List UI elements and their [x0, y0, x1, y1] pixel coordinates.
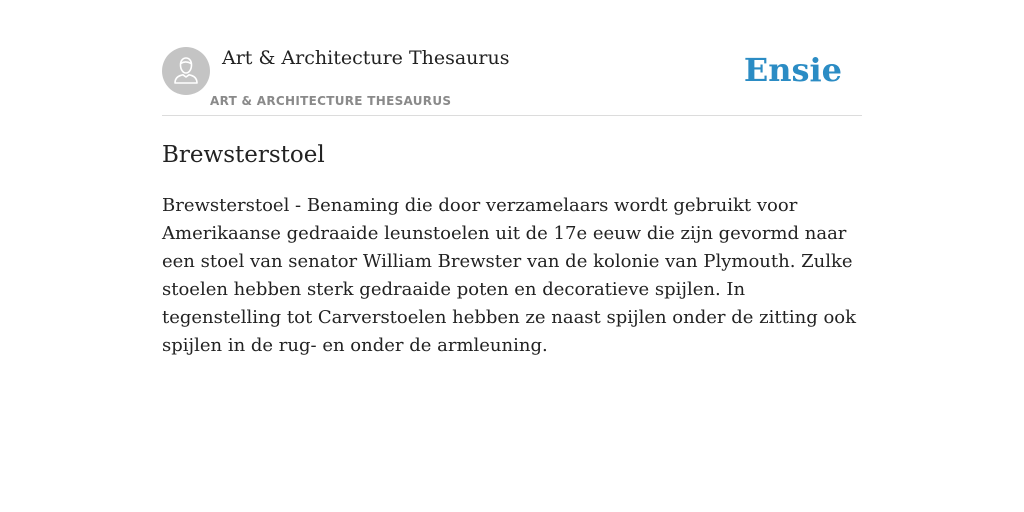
- source-header: [162, 0, 862, 116]
- entry-title: Brewsterstoel: [162, 142, 325, 168]
- source-subtitle: ART & ARCHITECTURE THESAURUS: [210, 94, 452, 108]
- user-outline-icon: [162, 47, 210, 95]
- entry-definition: Brewsterstoel - Benaming die door verzamelaars wordt gebruikt voor Amerikaanse gedraaide leunstoelen uit de 17e eeuw die zijn gevormd naar een stoel van senator William Brewster van de kolonie van Plymouth. Zulke stoelen hebben sterk gedraaide poten en decoratieve spijlen. In tegenstelling tot Carverstoelen hebben ze naast spijlen onder de zitting ook spijlen in de rug- en onder de armleuning.: [162, 195, 857, 356]
- source-avatar[interactable]: [162, 47, 210, 95]
- brand-logo[interactable]: Ensie: [743, 51, 842, 89]
- page-container: [162, 0, 862, 512]
- source-title[interactable]: Art & Architecture Thesaurus: [222, 47, 510, 69]
